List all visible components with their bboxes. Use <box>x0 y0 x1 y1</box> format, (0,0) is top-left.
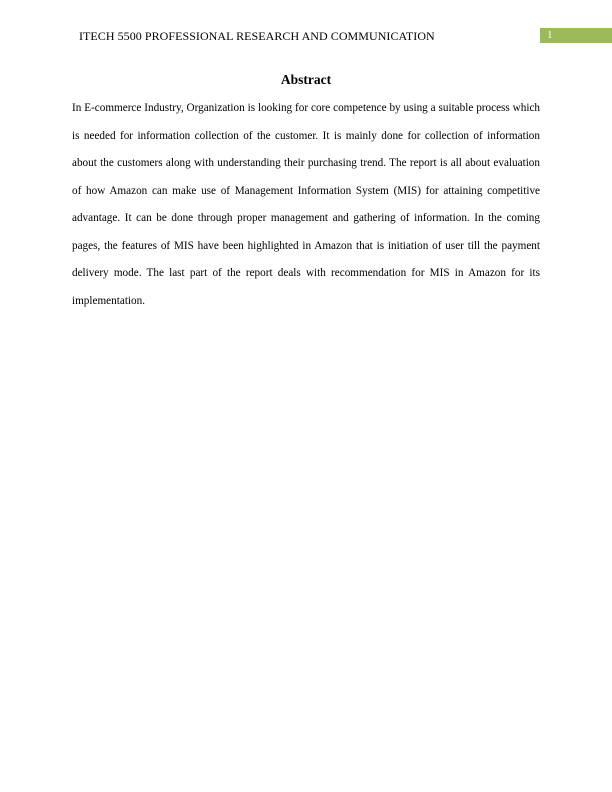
page-number: 1 <box>547 29 553 41</box>
abstract-paragraph: In E-commerce Industry, Organization is looking for core competence by using a suitable process which is needed for information collection of the customer. It is mainly done for collection of information about the customers along with understanding their purchasing trend. The report is all about evaluation of how Amazon can make use of Management Information System (MIS) for attaining competitive advantage. It can be done through proper management and gathering of information. In the coming pages, the features of MIS have been highlighted in Amazon that is initiation of user till the payment delivery mode. The last part of the report deals with recommendation for MIS in Amazon for its implementation. <box>72 102 540 307</box>
running-header-title: ITECH 5500 PROFESSIONAL RESEARCH AND COMMUNICATION <box>79 29 435 43</box>
page-number-badge <box>540 28 612 43</box>
abstract-heading: Abstract <box>280 72 332 87</box>
